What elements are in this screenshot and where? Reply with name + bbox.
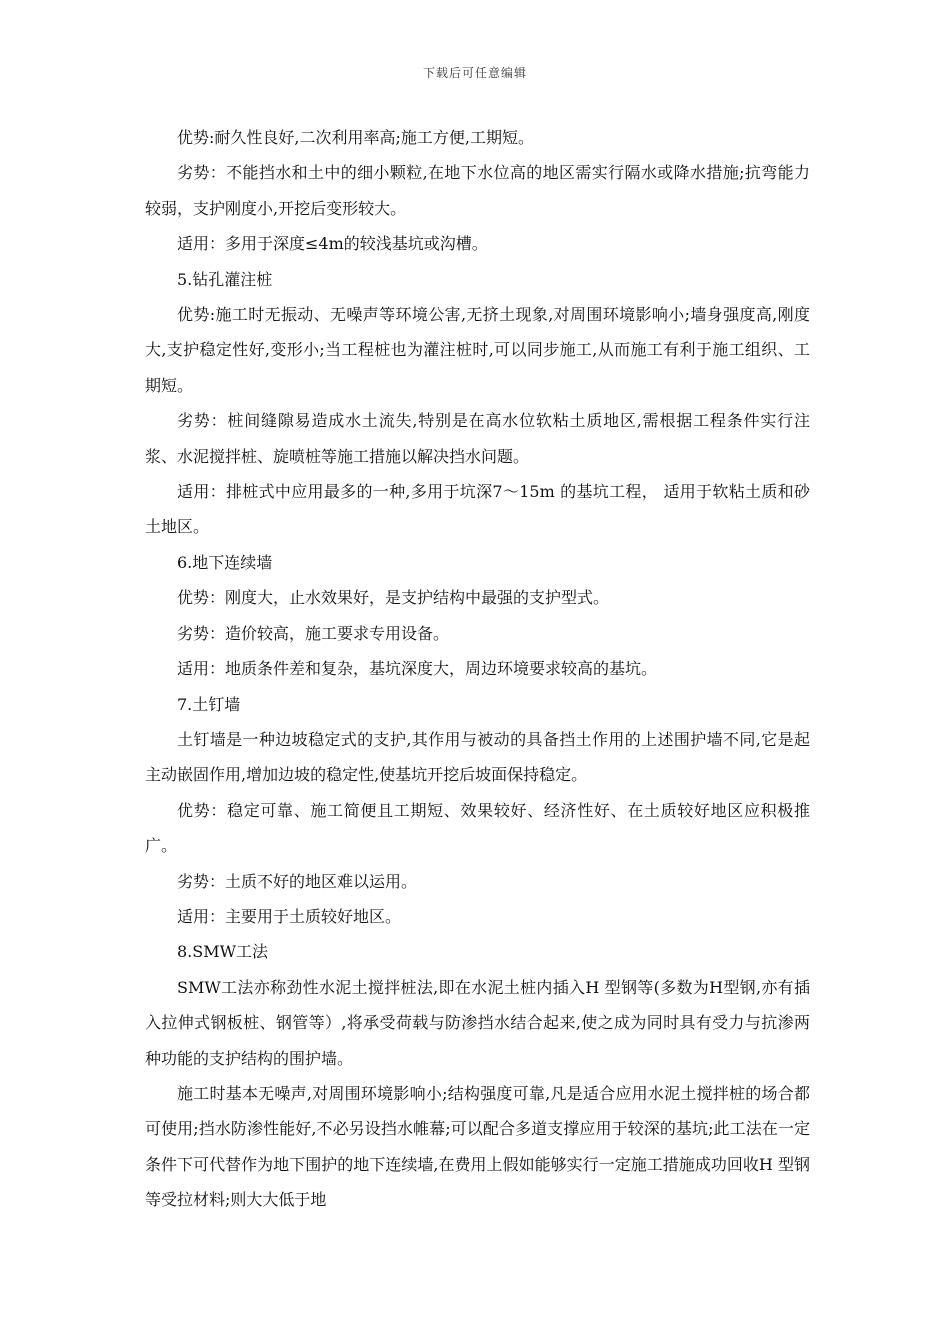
paragraph: 适用：地质条件差和复杂，基坑深度大，周边环境要求较高的基坑。 xyxy=(177,659,658,679)
paragraph: 优势：稳定可靠、施工简便且工期短、效果较好、经济性好、在土质较好地区应积极推广。 xyxy=(145,800,810,856)
paragraph: 土钉墙是一种边坡稳定式的支护,其作用与被动的具备挡土作用的上述围护墙不同,它是起主动嵌固作用,增加边坡的稳定性,使基坑开挖后坡面保持稳定。 xyxy=(145,729,810,785)
document-body xyxy=(145,120,810,1218)
paragraph: 劣势：土质不好的地区难以运用。 xyxy=(177,871,418,891)
section-heading: 7.土钉墙 xyxy=(177,694,241,714)
paragraph: 适用：主要用于土质较好地区。 xyxy=(177,906,402,926)
section-heading: 8.SMW工法 xyxy=(177,942,269,962)
section-heading: 5.钻孔灌注桩 xyxy=(177,269,273,289)
paragraph: 施工时基本无噪声,对周围环境影响小;结构强度可靠,凡是适合应用水泥土搅拌桩的场合都可使用;挡水防渗性能好,不必另设挡水帷幕;可以配合多道支撑应用于较深的基坑;此工法在一定条件下可代替作为地下围护的地下连续墙,在费用上假如能够实行一定施工措施成功回收H 型钢等受拉材料;则大大低于地 xyxy=(145,1083,810,1210)
paragraph: 优势：刚度大，止水效果好，是支护结构中最强的支护型式。 xyxy=(177,588,610,608)
paragraph: 优势:耐久性良好,二次利用率高;施工方便,工期短。 xyxy=(177,128,534,147)
paragraph: 适用：多用于深度≤4m的较浅基坑或沟槽。 xyxy=(177,234,488,254)
paragraph: 劣势：不能挡水和土中的细小颗粒,在地下水位高的地区需实行隔水或降水措施;抗弯能力较弱，支护刚度小,开挖后变形较大。 xyxy=(145,163,810,218)
paragraph: 优势:施工时无振动、无噪声等环境公害,无挤土现象,对周围环境影响小;墙身强度高,刚度大,支护稳定性好,变形小;当工程桩也为灌注桩时,可以同步施工,从而施工有利于施工组织、工期短。 xyxy=(145,305,810,395)
paragraph: 适用：排桩式中应用最多的一种,多用于坑深7～15m 的基坑工程， 适用于软粘土质和砂土地区。 xyxy=(145,482,810,537)
paragraph: 劣势：造价较高，施工要求专用设备。 xyxy=(177,623,450,643)
paragraph: SMW工法亦称劲性水泥土搅拌桩法,即在水泥土桩内插入H 型钢等(多数为H型钢,亦有插入拉伸式钢板桩、钢管等）,将承受荷载与防渗挡水结合起来,使之成为同时具有受力与抗渗两种功能的支护结构的围护墙。 xyxy=(145,977,810,1068)
section-heading: 6.地下连续墙 xyxy=(177,552,273,572)
paragraph: 劣势：桩间缝隙易造成水土流失,特别是在高水位软粘土质地区,需根据工程条件实行注浆、水泥搅拌桩、旋喷桩等施工措施以解决挡水问题。 xyxy=(145,411,810,466)
page-header: 下载后可任意编辑 xyxy=(422,66,527,80)
